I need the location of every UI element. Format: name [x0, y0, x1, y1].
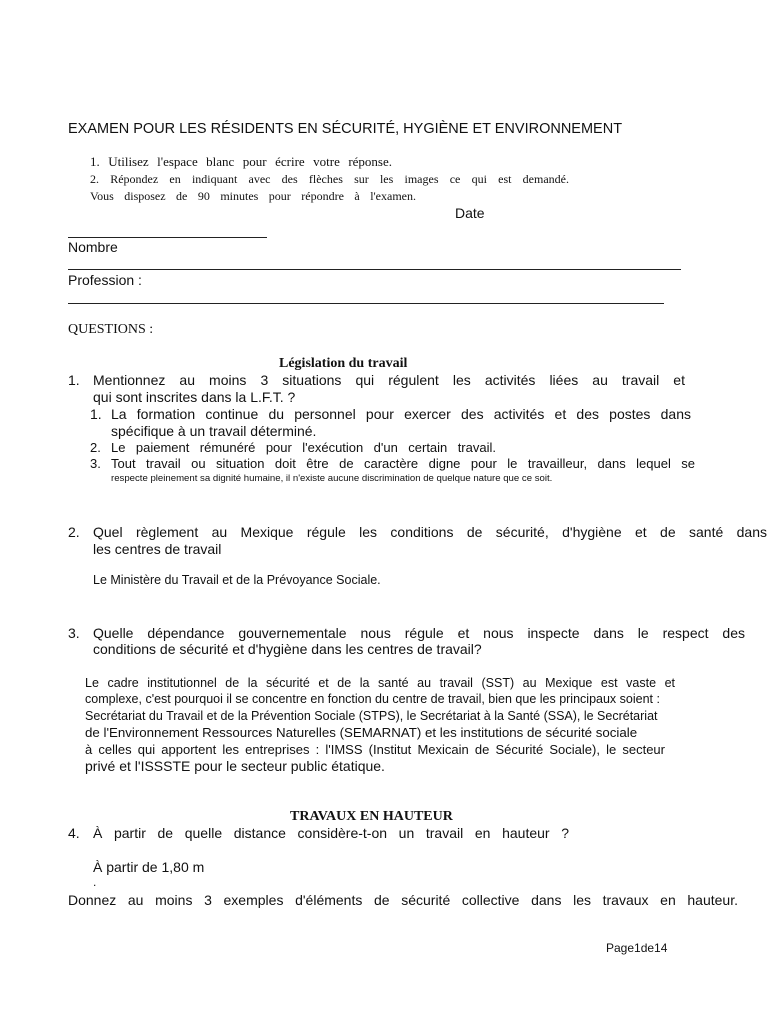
q3-number: 3. — [68, 625, 80, 641]
instruction-1: 1. Utilisez l'espace blanc pour écrire votre réponse. — [90, 154, 392, 169]
q1-answer-2: Le paiement rémunéré pour l'exécution d'un certain travail. — [111, 440, 496, 455]
q2-answer: Le Ministère du Travail et de la Prévoyance Sociale. — [93, 573, 381, 587]
q3-text-cont: conditions de sécurité et d'hygiène dans les centres de travail? — [93, 641, 482, 657]
q2-text-cont: les centres de travail — [93, 541, 222, 557]
questions-heading: QUESTIONS : — [68, 322, 154, 337]
exam-title: EXAMEN POUR LES RÉSIDENTS EN SÉCURITÉ, HYGIÈNE ET ENVIRONNEMENT — [68, 121, 623, 137]
q4-number: 4. — [68, 825, 80, 841]
q3-answer-line: privé et l'ISSSTE pour le secteur public étatique. — [85, 758, 385, 774]
q1-answer-1-number: 1. — [90, 406, 102, 422]
instruction-3: Vous disposez de 90 minutes pour répondre à l'examen. — [90, 189, 416, 203]
q2-number: 2. — [68, 524, 80, 540]
q1-text-cont: qui sont inscrites dans la L.F.T. ? — [93, 389, 296, 405]
instruction-2: 2. Répondez en indiquant avec des flèches sur les images ce qui est demandé. — [90, 172, 569, 186]
q3-answer-line: complexe, c'est pourquoi il se concentre en fonction du centre de travail, bien que les principaux soient : — [85, 692, 660, 706]
q1-answer-3-cont: respecte pleinement sa dignité humaine, il n'existe aucune discrimination de quelque nature que ce soit. — [111, 473, 553, 484]
section-title-height-work: TRAVAUX EN HAUTEUR — [290, 809, 453, 824]
q2-text: Quel règlement au Mexique régule les conditions de sécurité, d'hygiène et de santé dans — [93, 524, 767, 540]
q1-answer-1: La formation continue du personnel pour exercer des activités et des postes dans — [111, 406, 691, 422]
q1-number: 1. — [68, 372, 80, 388]
section-title-legislation: Législation du travail — [279, 356, 408, 371]
date-answer-line — [68, 237, 267, 238]
q3-answer-line: de l'Environnement Ressources Naturelles (SEMARNAT) et les institutions de sécurité sociale — [85, 725, 638, 740]
q4-text: À partir de quelle distance considère-t-on un travail en hauteur ? — [93, 825, 569, 841]
q1-answer-3-number: 3. — [90, 456, 101, 471]
profession-label: Profession : — [68, 272, 142, 288]
page-number: Page1de14 — [606, 941, 668, 955]
q1-answer-3: Tout travail ou situation doit être de caractère digne pour le travailleur, dans lequel se — [111, 456, 695, 471]
name-answer-line — [68, 269, 681, 270]
q3-answer-line: Le cadre institutionnel de la sécurité et de la santé au travail (SST) au Mexique est vaste et — [85, 676, 675, 690]
q1-answer-1-cont: spécifique à un travail déterminé. — [111, 423, 317, 439]
name-label: Nombre — [68, 239, 118, 255]
profession-answer-line — [68, 303, 664, 304]
q1-answer-2-number: 2. — [90, 440, 101, 455]
q5-text: Donnez au moins 3 exemples d'éléments de sécurité collective dans les travaux en hauteur. — [68, 892, 738, 908]
q1-text: Mentionnez au moins 3 situations qui régulent les activités liées au travail et — [93, 372, 685, 388]
q4-stray-mark: . — [93, 875, 97, 889]
q4-answer: À partir de 1,80 m — [93, 859, 205, 875]
date-label: Date — [455, 205, 485, 221]
q3-text: Quelle dépendance gouvernementale nous régule et nous inspecte dans le respect des — [93, 625, 745, 641]
q3-answer-line: à celles qui apportent les entreprises : l'IMSS (Institut Mexicain de Sécurité Sociale), le secteur — [85, 742, 665, 757]
q3-answer-line: Secrétariat du Travail et de la Prévention Sociale (STPS), le Secrétariat à la Santé (SSA), le Secrétariat — [85, 709, 658, 723]
